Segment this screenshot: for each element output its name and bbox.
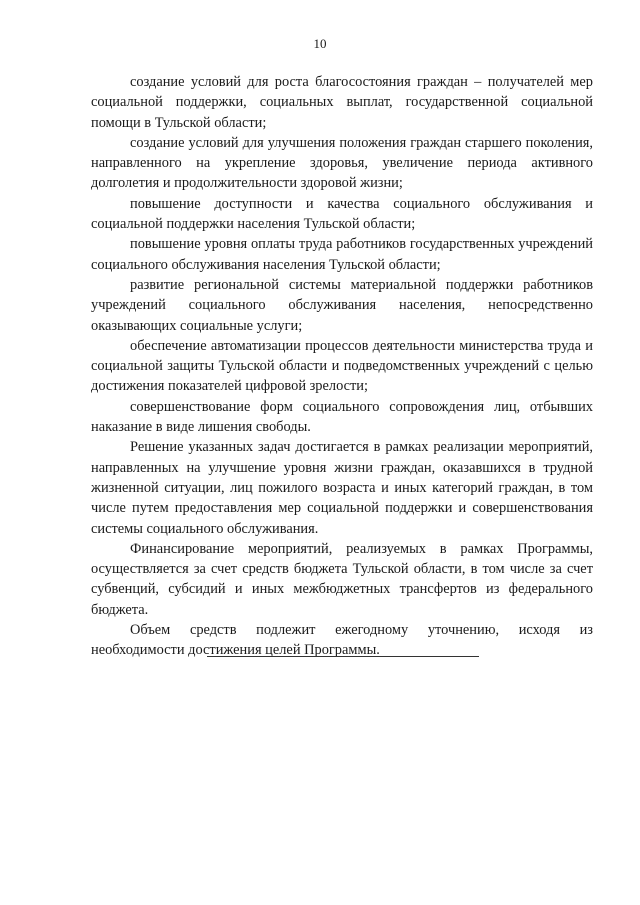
paragraph-automation: обеспечение автоматизации процессов деятельности министерства труда и социальной защиты Тульской области и подведомственных учреждений с целью достижения показателей цифровой зрелости; [91, 337, 593, 395]
paragraph-elderly-conditions: создание условий для улучшения положения граждан старшего поколения, направленного на укрепление здоровья, увеличение периода активного долголетия и продолжительности здоровой жизни; [91, 134, 593, 192]
paragraph-wage-increase: повышение уровня оплаты труда работников государственных учреждений социального обслуживания населения Тульской области; [91, 236, 593, 273]
paragraph-social-support-released: совершенствование форм социального сопровождения лиц, отбывших наказание в виде лишения свободы. [91, 398, 593, 436]
paragraph-welfare-growth: создание условий для роста благосостояния граждан – получателей мер социальной поддержки, социальных выплат, государственной социальной помощи в Тульской области; [91, 74, 593, 131]
end-divider-line [207, 656, 479, 657]
paragraph-staff-support: развитие региональной системы материальной поддержки работников учреждений социального обслуживания населения, непосредственно оказывающих социальные услуги; [91, 276, 593, 334]
paragraph-task-solution: Решение указанных задач достигается в рамках реализации мероприятий, направленных на улучшение уровня жизни граждан, оказавшихся в трудной жизненной ситуации, лиц пожилого возраста и иных категорий граждан, в том числе путем предоставления мер социальной поддержки и совершенствования системы социального обслуживания. [91, 439, 593, 537]
page-number: 10 [313, 36, 327, 51]
document-body [91, 72, 593, 661]
paragraph-financing: Финансирование мероприятий, реализуемых в рамках Программы, осуществляется за счет средств бюджета Тульской области, в том числе за счет субвенций, субсидий и иных межбюджетных трансфертов из федерального бюджета. [91, 540, 593, 618]
paragraph-service-accessibility: повышение доступности и качества социального обслуживания и социальной поддержки населения Тульской области; [91, 195, 593, 233]
paragraph-funding-adjustment: Объем средств подлежит ежегодному уточнению, исходя из необходимости достижения целей Программы. [91, 622, 593, 659]
